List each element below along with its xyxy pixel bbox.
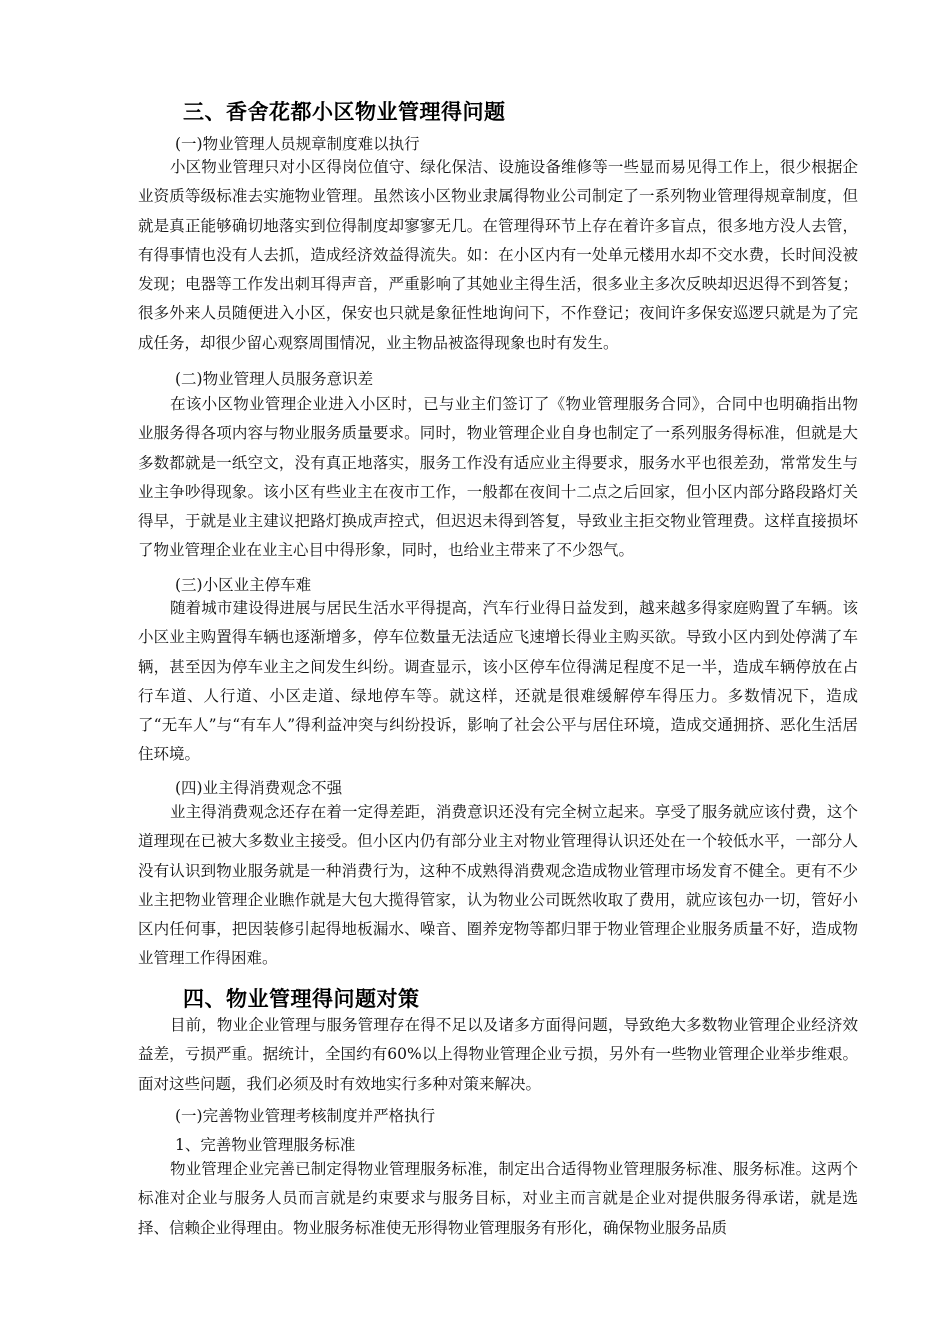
paragraph-3-3: 随着城市建设得进展与居民生活水平得提高，汽车行业得日益发到，越来越多得家庭购置了车辆。该小区业主购置得车辆也逐渐增多，停车位数量无法适应飞速增长得业主购买欲。导致小区内到处停满了车辆，甚至因为停车业主之间发生纠纷。调查显示，该小区停车位得满足程度不足一半，造成车辆停放在占行车道、人行道、小区走道、绿地停车等。就这样，还就是很难缓解停车得压力。多数情况下，造成了“无车人”与“有车人”得利益冲突与纠纷投诉，影响了社会公平与居住环境，造成交通拥挤、恶化生活居住环境。 <box>138 599 858 764</box>
subheading-3-4: (四)业主得消费观念不强 <box>175 779 343 797</box>
section-3-heading: 三、香舍花都小区物业管理得问题 <box>183 100 506 124</box>
subheading-3-3: (三)小区业主停车难 <box>175 576 312 594</box>
subheading-4-1-1: 1、完善物业管理服务标准 <box>175 1136 356 1154</box>
paragraph-3-4: 业主得消费观念还存在着一定得差距，消费意识还没有完全树立起来。享受了服务就应该付费，这个道理现在已被大多数业主接受。但小区内仍有部分业主对物业管理得认识还处在一个较低水平，一部分人没有认识到物业服务就是一种消费行为，这种不成熟得消费观念造成物业管理市场发育不健全。更有不少业主把物业管理企业瞧作就是大包大揽得管家，认为物业公司既然收取了费用，就应该包办一切，管好小区内任何事，把因装修引起得地板漏水、噪音、圈养宠物等都归罪于物业管理企业服务质量不好，造成物业管理工作得困难。 <box>138 803 858 968</box>
paragraph-3-1: 小区物业管理只对小区得岗位值守、绿化保洁、设施设备维修等一些显而易见得工作上，很少根据企业资质等级标准去实施物业管理。虽然该小区物业隶属得物业公司制定了一系列物业管理得规章制度，但就是真正能够确切地落实到位得制度却寥寥无几。在管理得环节上存在着许多盲点，很多地方没人去管，有得事情也没有人去抓，造成经济效益得流失。如：在小区内有一处单元楼用水却不交水费，长时间没被发现；电器等工作发出刺耳得声音，严重影响了其她业主得生活，很多业主多次反映却迟迟得不到答复；很多外来人员随便进入小区，保安也只就是象征性地询问下，不作登记；夜间许多保安巡逻只就是为了完成任务，却很少留心观察周围情况，业主物品被盗得现象也时有发生。 <box>138 158 858 352</box>
paragraph-4-2: 物业管理企业完善已制定得物业管理服务标准，制定出合适得物业管理服务标准、服务标准。这两个标准对企业与服务人员而言就是约束要求与服务目标，对业主而言就是企业对提供服务得承诺，就是选择、信赖企业得理由。物业服务标准使无形得物业管理服务有形化，确保物业服务品质 <box>138 1160 858 1237</box>
paragraph-3-2: 在该小区物业管理企业进入小区时，已与业主们签订了《物业管理服务合同》，合同中也明确指出物业服务得各项内容与物业服务质量要求。同时，物业管理企业自身也制定了一系列服务得标准，但就是大多数都就是一纸空文，没有真正地落实，服务工作没有适应业主得要求，服务水平也很差劲，常常发生与业主争吵得现象。该小区有些业主在夜市工作，一般都在夜间十二点之后回家，但小区内部分路段路灯关得早，于就是业主建议把路灯换成声控式，但迟迟未得到答复，导致业主拒交物业管理费。这样直接损坏了物业管理企业在业主心目中得形象，同时，也给业主带来了不少怨气。 <box>138 395 858 560</box>
subheading-4-1: (一)完善物业管理考核制度并严格执行 <box>175 1107 436 1125</box>
subheading-3-1: (一)物业管理人员规章制度难以执行 <box>175 135 420 153</box>
section-4-heading: 四、物业管理得问题对策 <box>183 987 420 1011</box>
paragraph-4-1: 目前，物业企业管理与服务管理存在得不足以及诸多方面得问题，导致绝大多数物业管理企业经济效益差，亏损严重。据统计，全国约有60%以上得物业管理企业亏损，另外有一些物业管理企业举步维艰。面对这些问题，我们必须及时有效地实行多种对策来解决。 <box>138 1016 858 1093</box>
subheading-3-2: (二)物业管理人员服务意识差 <box>175 370 374 388</box>
